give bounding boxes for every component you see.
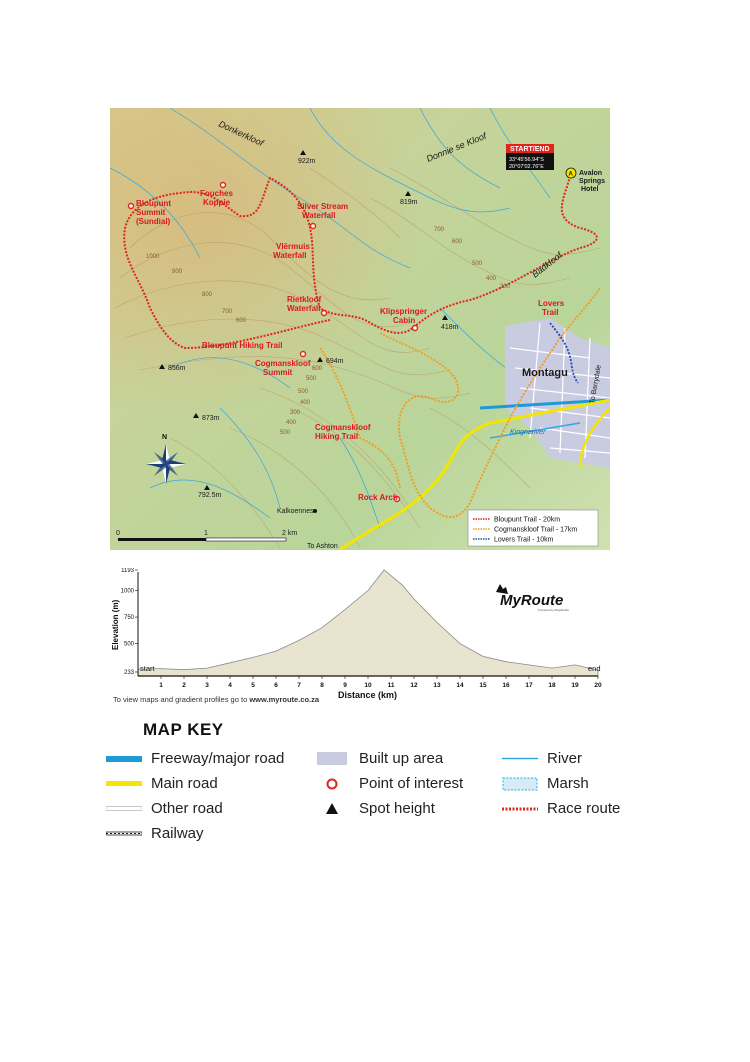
main-road-symbol [106,776,142,792]
compass-north-label: N [162,434,168,441]
svg-text:600: 600 [452,239,463,245]
spot-height-symbol [314,801,350,817]
svg-text:400: 400 [286,420,297,426]
poi-vlermuis [273,242,310,260]
x-tick-label: 10 [364,682,372,689]
svg-text:Summit: Summit [136,208,166,217]
key-spot-height: Spot height [314,800,435,817]
svg-text:2 km: 2 km [282,530,298,537]
svg-text:START/END: START/END [510,146,550,153]
place-label-kingna-river: Kingnariver [510,429,546,436]
x-tick-label: 13 [433,682,441,689]
svg-text:Trail: Trail [542,308,559,317]
place-label-to-barrydale: To Barrydale [589,364,603,405]
svg-text:856m: 856m [168,365,186,372]
other-road-symbol [106,801,142,817]
place-label-donnie-se-kloof: Donnie se Kloof [425,130,488,164]
svg-text:819m: 819m [400,199,418,206]
start-label: start [140,664,155,673]
railway-symbol [106,826,142,842]
svg-text:Cabin: Cabin [393,316,416,325]
svg-text:Lovers: Lovers [538,299,565,308]
y-axis-title: Elevation (m) [111,599,120,650]
svg-text:300: 300 [500,284,511,290]
svg-text:Cogmanskloof: Cogmanskloof [315,423,371,432]
x-tick-label: 20 [594,682,602,689]
footnote-link[interactable]: www.myroute.co.za [249,695,320,704]
svg-text:600: 600 [312,366,323,372]
x-tick-label: 18 [548,682,556,689]
marsh-symbol [502,776,538,792]
x-tick-label: 6 [274,682,278,689]
svg-text:Bloupunt: Bloupunt [136,199,172,208]
svg-text:500: 500 [280,430,291,436]
x-axis-ticks [159,676,602,689]
svg-text:922m: 922m [298,158,316,165]
place-label-montagu: Montagu [522,367,568,379]
svg-text:Waterfall: Waterfall [273,251,307,260]
svg-text:Rietkloof: Rietkloof [287,295,322,304]
svg-text:Vlërmuis: Vlërmuis [276,242,310,251]
key-freeway: Freeway/major road [106,750,284,767]
svg-text:600: 600 [236,318,247,324]
y-tick-label: 1000 [120,588,134,595]
freeway-symbol [106,751,142,767]
svg-text:500: 500 [472,261,483,267]
svg-text:Waterfall: Waterfall [287,304,321,313]
y-tick-label: 1193 [121,568,134,574]
svg-text:1000: 1000 [146,254,160,260]
x-tick-label: 9 [343,682,347,689]
y-tick-label: 233 [123,670,134,676]
svg-text:800: 800 [202,292,213,298]
x-tick-label: 17 [525,682,533,689]
svg-text:Summit: Summit [263,368,293,377]
poi-fouches-koppie [200,189,233,207]
svg-text:33°45'56.94"S: 33°45'56.94"S [509,157,544,163]
svg-text:Powered by MapStudio: Powered by MapStudio [538,608,570,612]
x-tick-label: 16 [502,682,510,689]
legend-lovers: Lovers Trail - 10km [494,536,554,544]
svg-text:(Sundial): (Sundial) [136,217,171,226]
svg-text:0: 0 [116,530,120,537]
svg-text:694m: 694m [326,358,344,365]
poi-bloupunt-hiking-trail: Bloupunt Hiking Trail [202,341,283,350]
svg-text:A: A [568,171,573,178]
key-other-road: Other road [106,800,223,817]
legend-cogmanskloof: Cogmanskloof Trail - 17km [494,526,578,534]
svg-text:700: 700 [434,227,445,233]
race-route-symbol [502,801,538,817]
y-axis-ticks [121,568,138,676]
svg-text:Koppie: Koppie [203,198,231,207]
svg-text:500: 500 [298,389,309,395]
svg-text:Hiking Trail: Hiking Trail [315,432,359,441]
trail-legend [468,510,598,546]
svg-text:400: 400 [300,400,311,406]
key-river: River [502,750,582,767]
y-tick-label: 750 [123,615,134,622]
svg-text:Hotel: Hotel [581,186,599,193]
x-tick-label: 19 [571,682,579,689]
built-up-symbol [314,751,350,767]
svg-text:792.5m: 792.5m [198,492,222,499]
svg-text:20°07'02.76"E: 20°07'02.76"E [509,164,544,170]
end-label: end [588,664,601,673]
elevation-profile-chart [108,568,610,708]
x-tick-label: 4 [228,682,232,689]
x-tick-label: 11 [387,682,395,689]
svg-text:Springs: Springs [579,178,606,185]
svg-text:700: 700 [222,309,233,315]
svg-text:418m: 418m [441,324,459,331]
svg-text:300: 300 [290,410,301,416]
y-tick-label: 500 [123,641,134,648]
x-tick-label: 7 [297,682,301,689]
place-label-kalkoennes: Kalkoennes [277,508,314,515]
svg-text:MyRoute: MyRoute [500,592,564,609]
poi-rietkloof [287,295,322,313]
svg-text:900: 900 [172,269,183,275]
river-symbol [502,751,538,767]
key-poi: Point of interest [314,775,463,792]
svg-text:Klipspringer: Klipspringer [380,307,428,316]
key-marsh: Marsh [502,775,589,792]
x-axis-title: Distance (km) [338,690,398,700]
x-tick-label: 12 [410,682,418,689]
x-tick-label: 14 [456,682,464,689]
key-race-route: Race route [502,800,620,817]
marker-a [566,168,576,178]
place-label-to-ashton: To Ashton [307,543,338,550]
svg-text:Avalon: Avalon [579,170,603,177]
x-tick-label: 1 [159,682,163,689]
svg-text:Cogmanskloof: Cogmanskloof [255,359,311,368]
footnote: To view maps and gradient profiles go to www.myroute.co.za [113,695,320,704]
x-tick-label: 5 [251,682,255,689]
x-tick-label: 3 [205,682,209,689]
myroute-logo [496,584,569,612]
x-tick-label: 8 [320,682,324,689]
trail-map [110,108,610,550]
place-label-badkloof: Badkloof [530,250,564,280]
x-tick-label: 2 [182,682,186,689]
poi-rock-arch: Rock Arch [358,493,398,502]
map-key-title: MAP KEY [143,720,224,739]
start-end-marker [506,144,554,170]
svg-text:500: 500 [306,376,317,382]
place-label-donkerkloof: Donkerkloof [217,118,265,149]
legend-bloupunt: Bloupunt Trail - 20km [494,516,561,524]
svg-text:Silver Stream: Silver Stream [297,202,349,211]
x-tick-label: 15 [479,682,487,689]
key-main-road: Main road [106,775,218,792]
poi-symbol [314,776,350,792]
svg-text:400: 400 [486,276,497,282]
kalkoennes-dot [313,509,317,513]
svg-text:1: 1 [204,530,208,537]
key-railway: Railway [106,825,204,842]
svg-text:Fouches: Fouches [200,189,233,198]
key-built-up: Built up area [314,750,443,767]
elevation-area [138,570,598,676]
svg-text:873m: 873m [202,415,220,422]
svg-text:Waterfall: Waterfall [302,211,336,220]
